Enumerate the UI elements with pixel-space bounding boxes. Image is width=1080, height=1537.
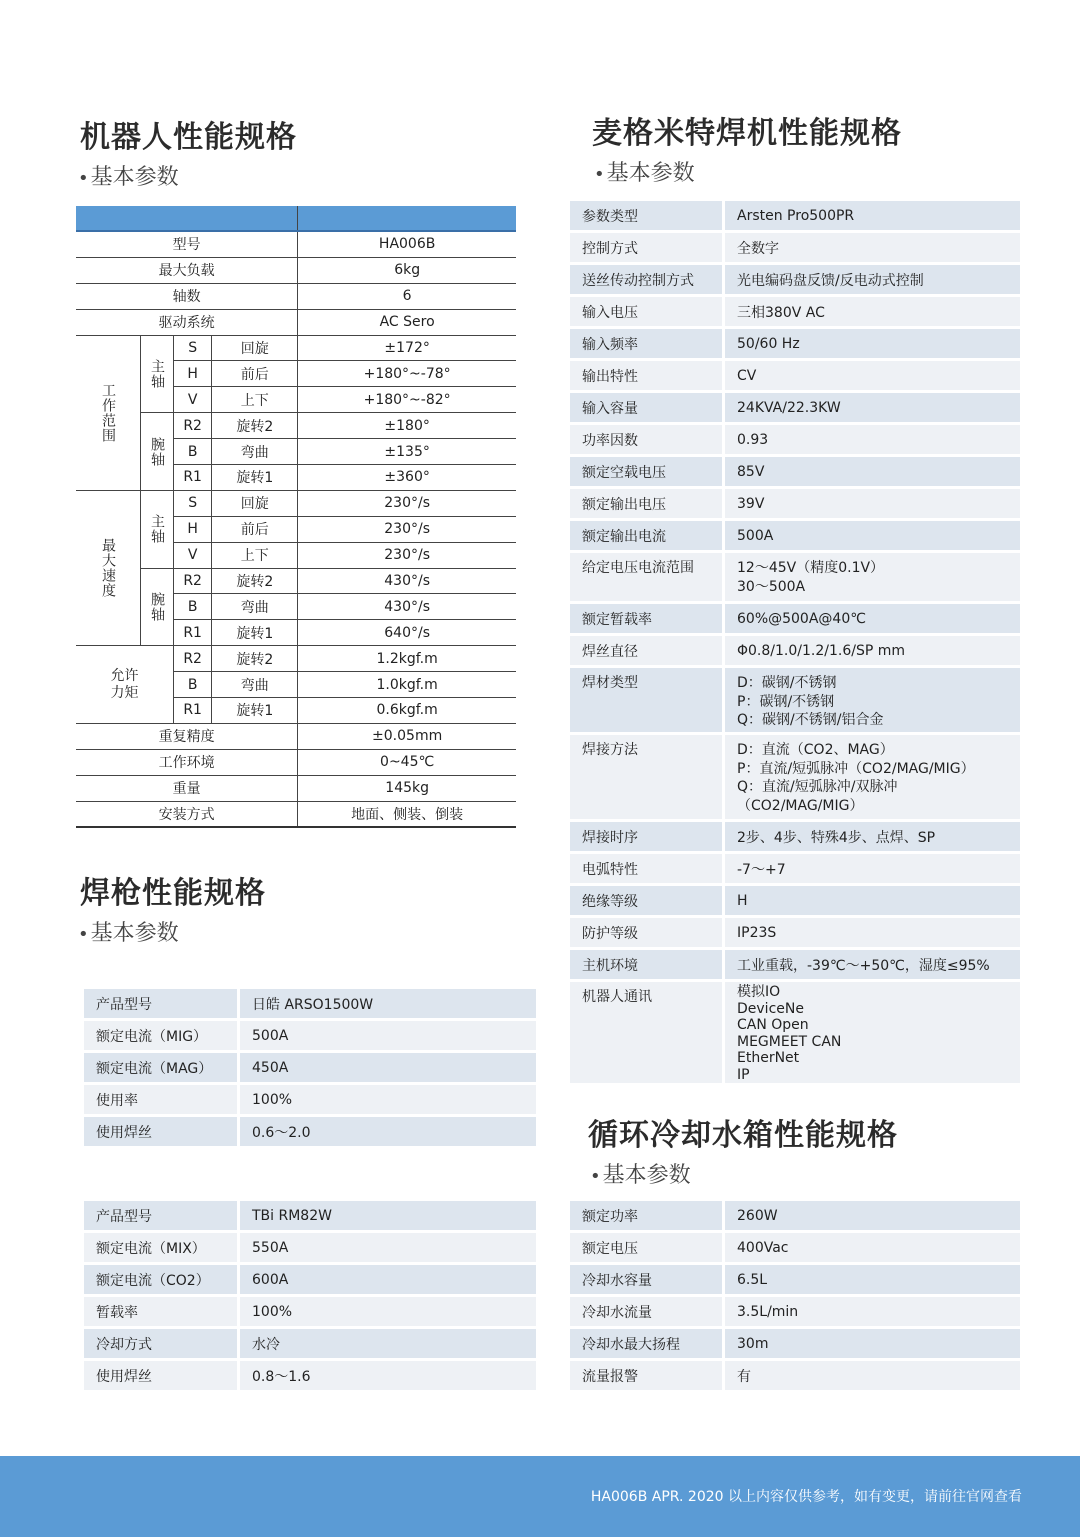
table-row: 电弧特性 -7～+7	[570, 854, 1020, 883]
cooler-section-subtitle: •基本参数	[590, 1163, 691, 1188]
wrist-axis-label: 腕轴	[141, 413, 174, 491]
table-row: B 弯曲 ±135°	[76, 439, 516, 465]
table-row: 重复精度 ±0.05mm	[76, 723, 516, 749]
table-row: 额定暂载率 60%@500A@40℃	[570, 604, 1020, 633]
table-row: 额定电流（MAG） 450A	[84, 1053, 536, 1082]
table-row: 参数类型 Arsten Pro500PR	[570, 201, 1020, 230]
table-row: R1 旋转1 ±360°	[76, 465, 516, 491]
table-row: R1 旋转1 640°/s	[76, 620, 516, 646]
table-row: 暂载率 100%	[84, 1297, 536, 1326]
table-row: 机器人通讯 模拟IO DeviceNe CAN Open MEGMEET CAN EtherNet IP	[570, 982, 1020, 1083]
table-row: 焊接方法 D：直流（CO2、MAG） P：直流/短弧脉冲（CO2/MAG/MIG） Q：直流/短弧脉冲/双脉冲 （CO2/MAG/MIG）	[570, 735, 1020, 819]
table-row: H 前后 230°/s	[76, 516, 516, 542]
table-row: 额定电流（CO2） 600A	[84, 1265, 536, 1294]
torque-label: 允许 力矩	[76, 646, 174, 724]
table-row: R1 旋转1 0.6kgf.m	[76, 698, 516, 724]
table-row: 额定输出电流 500A	[570, 521, 1020, 550]
table-row: 驱动系统 AC Sero	[76, 309, 516, 335]
table-row: 额定输出电压 39V	[570, 489, 1020, 518]
table-row: 重量 145kg	[76, 775, 516, 801]
table-row: B 弯曲 430°/s	[76, 594, 516, 620]
work-range-label: 工作范围	[76, 335, 141, 490]
main-axis-label: 主轴	[141, 490, 174, 568]
table-row: 型号 HA006B	[76, 231, 516, 257]
robot-section-subtitle: •基本参数	[78, 165, 179, 190]
table-row: 输入容量 24KVA/22.3KW	[570, 393, 1020, 422]
footer-bar	[0, 1456, 1080, 1537]
table-row: 冷却水最大扬程 30m	[570, 1329, 1020, 1358]
welder-section-subtitle: •基本参数	[594, 161, 695, 186]
table-row: 腕轴 R2 旋转2 ±180°	[76, 413, 516, 439]
table-row: 冷却水容量 6.5L	[570, 1265, 1020, 1294]
table-row: 安装方式 地面、侧装、倒装	[76, 801, 516, 827]
table-row: 额定功率 260W	[570, 1201, 1020, 1230]
table-row: 使用焊丝 0.6～2.0	[84, 1117, 536, 1146]
torch-spec-table-1	[84, 986, 536, 1149]
table-row: 允许 力矩 R2 旋转2 1.2kgf.m	[76, 646, 516, 672]
table-row: 控制方式 全数字	[570, 233, 1020, 262]
table-row: H 前后 +180°~-78°	[76, 361, 516, 387]
table-row: 焊丝直径 Φ0.8/1.0/1.2/1.6/SP mm	[570, 636, 1020, 665]
table-row: 功率因数 0.93	[570, 425, 1020, 454]
main-axis-label: 主轴	[141, 335, 174, 413]
table-row: 额定电压 400Vac	[570, 1233, 1020, 1262]
welder-section-title: 麦格米特焊机性能规格	[592, 116, 902, 151]
table-row: 焊接时序 2步、4步、特殊4步、点焊、SP	[570, 822, 1020, 851]
table-row: 冷却水流量 3.5L/min	[570, 1297, 1020, 1326]
table-row: 流量报警 有	[570, 1361, 1020, 1390]
table-row: 产品型号 日皓 ARSO1500W	[84, 989, 536, 1018]
robot-section-title: 机器人性能规格	[80, 120, 297, 155]
table-row: 工作环境 0~45℃	[76, 749, 516, 775]
table-row: 使用焊丝 0.8～1.6	[84, 1361, 536, 1390]
torch-spec-table-2	[84, 1198, 536, 1393]
robot-spec-table	[76, 206, 516, 828]
table-row: 额定电流（MIG） 500A	[84, 1021, 536, 1050]
table-row: 输入频率 50/60 Hz	[570, 329, 1020, 358]
table-row: 最大速度 主轴 S 回旋 230°/s	[76, 490, 516, 516]
table-row: 输出特性 CV	[570, 361, 1020, 390]
table-row: 给定电压电流范围 12～45V（精度0.1V） 30～500A	[570, 553, 1020, 601]
cooler-section-title: 循环冷却水箱性能规格	[588, 1118, 898, 1153]
table-row: 最大负载 6kg	[76, 257, 516, 283]
table-row: 送丝传动控制方式 光电编码盘反馈/反电动式控制	[570, 265, 1020, 294]
table-row: V 上下 +180°~-82°	[76, 387, 516, 413]
torch-section-subtitle: •基本参数	[78, 921, 179, 946]
table-row: 绝缘等级 H	[570, 886, 1020, 915]
table-row: 焊材类型 D：碳钢/不锈钢 P：碳钢/不锈钢 Q：碳钢/不锈钢/铝合金	[570, 668, 1020, 732]
torch-section-title: 焊枪性能规格	[80, 876, 266, 911]
cooler-spec-table	[570, 1198, 1020, 1393]
table-row: 防护等级 IP23S	[570, 918, 1020, 947]
table-row: 腕轴 R2 旋转2 430°/s	[76, 568, 516, 594]
max-speed-label: 最大速度	[76, 490, 141, 645]
table-row: 主机环境 工业重载，-39℃～+50℃，湿度≤95%	[570, 950, 1020, 979]
table-row: 工作范围 主轴 S 回旋 ±172°	[76, 335, 516, 361]
table-row: 使用率 100%	[84, 1085, 536, 1114]
table-row: 轴数 6	[76, 283, 516, 309]
table-row: 额定电流（MIX） 550A	[84, 1233, 536, 1262]
table-row: 冷却方式 水冷	[84, 1329, 536, 1358]
table-row: B 弯曲 1.0kgf.m	[76, 672, 516, 698]
footer-text: HA006B APR. 2020 以上内容仅供参考，如有变更，请前往官网查看	[590, 1489, 1022, 1505]
welder-spec-table	[570, 198, 1020, 1086]
table-row: 产品型号 TBi RM82W	[84, 1201, 536, 1230]
table-row: 额定空载电压 85V	[570, 457, 1020, 486]
table-row: V 上下 230°/s	[76, 542, 516, 568]
wrist-axis-label: 腕轴	[141, 568, 174, 646]
table-row: 输入电压 三相380V AC	[570, 297, 1020, 326]
